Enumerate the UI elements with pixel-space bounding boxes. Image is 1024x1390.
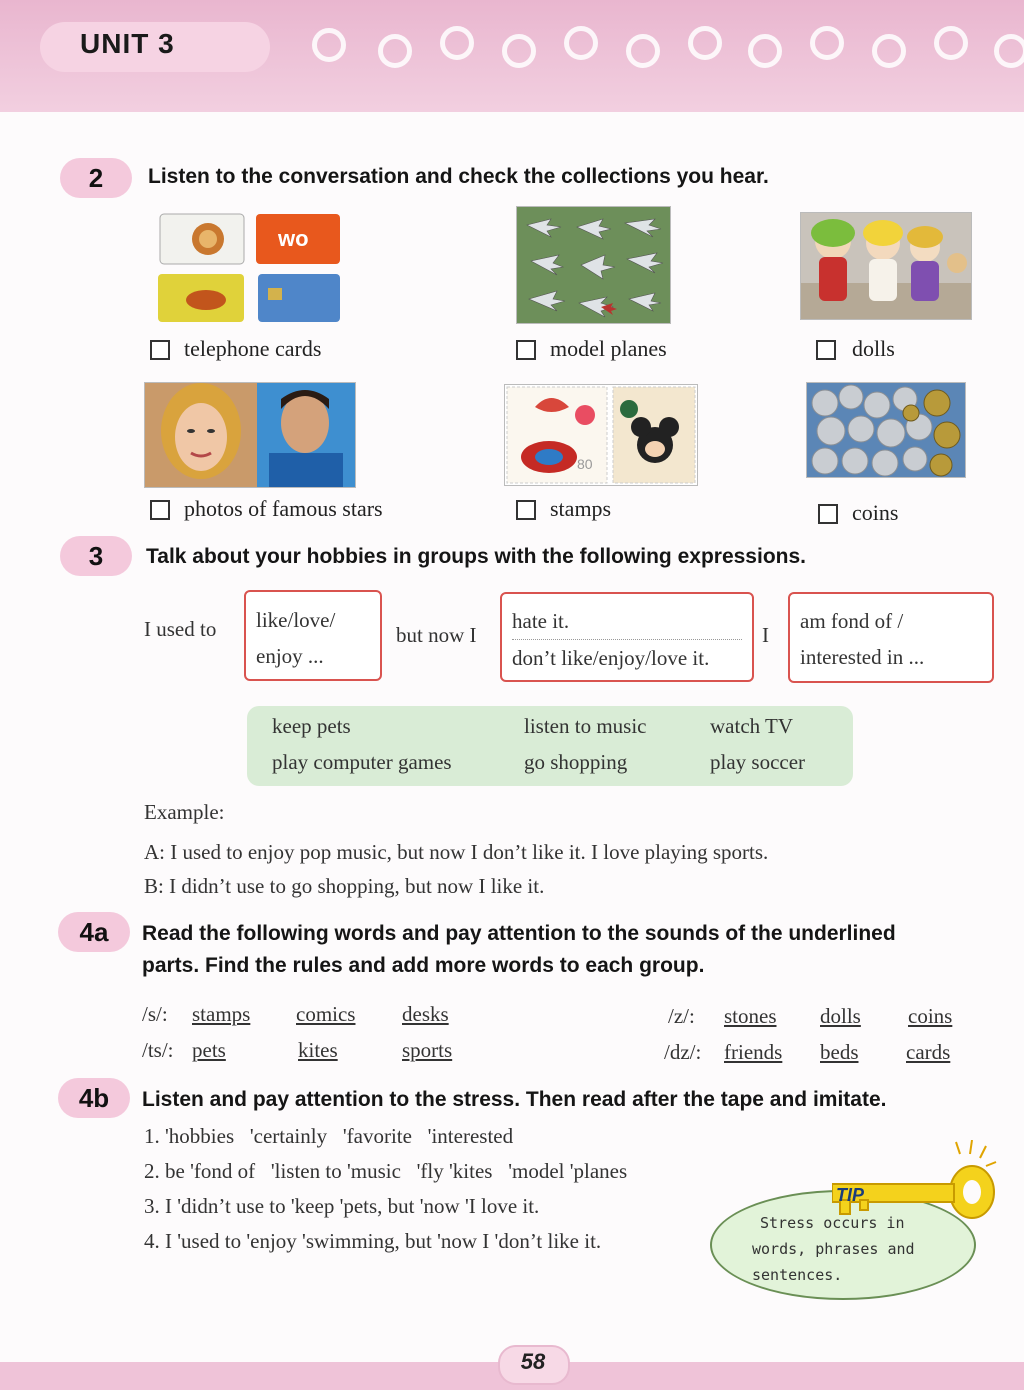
section-4b-instruction: Listen and pay attention to the stress. Then read after the tape and imitate.: [142, 1088, 887, 1111]
ring-icon: [564, 26, 598, 60]
sound-label-dz: /dz/:: [664, 1040, 702, 1064]
section-4a-instruction-1: Read the following words and pay attention to the sounds of the underlined: [142, 922, 896, 945]
phrase-used-to: I used to: [144, 617, 217, 641]
ring-icon: [872, 34, 906, 68]
hobby-item: play soccer: [710, 750, 806, 774]
ring-icon: [748, 34, 782, 68]
section-3-badge: 3: [60, 536, 132, 576]
tip-text: [752, 1210, 942, 1288]
famous-stars-image: [144, 382, 356, 488]
word-item: cards: [906, 1040, 951, 1064]
example-label: Example:: [144, 800, 225, 824]
ring-icon: [502, 34, 536, 68]
dolls-label: dolls: [852, 336, 895, 361]
model-planes-checkbox[interactable]: [516, 340, 536, 360]
expression-box-1: [244, 590, 382, 681]
section-4a-instruction-2: parts. Find the rules and add more words to each group.: [142, 954, 705, 977]
ring-icon: [378, 34, 412, 68]
stamps-image: [504, 384, 698, 486]
svg-text:80: 80: [577, 456, 593, 472]
word-item: friends: [724, 1040, 783, 1064]
telephone-cards-image: [158, 212, 344, 324]
ring-icon: [994, 34, 1024, 68]
page-number: 58: [520, 1349, 546, 1374]
expression-box-3: [788, 592, 994, 683]
ring-icon: [440, 26, 474, 60]
section-2-instruction: Listen to the conversation and check the collections you hear.: [148, 165, 769, 188]
word-item: dolls: [820, 1004, 861, 1028]
stress-line: 1. 'hobbies 'certainly 'favorite 'interested: [144, 1124, 514, 1148]
box1-line1: like/love/: [256, 608, 336, 632]
ring-icon: [934, 26, 968, 60]
coins-checkbox[interactable]: [818, 504, 838, 524]
example-b: B: I didn’t use to go shopping, but now I like it.: [144, 874, 545, 898]
section-4a-badge: 4a: [58, 912, 130, 952]
phrase-but-now: but now I: [396, 623, 477, 647]
sound-label-ts: /ts/:: [142, 1038, 174, 1062]
hobby-item: watch TV: [710, 714, 794, 738]
expression-box-2: [500, 592, 754, 682]
stamps-checkbox[interactable]: [516, 500, 536, 520]
sound-label-z: /z/:: [668, 1004, 695, 1028]
dolls-checkbox[interactable]: [816, 340, 836, 360]
word-item: kites: [298, 1038, 338, 1062]
hobby-item: keep pets: [272, 714, 351, 738]
word-item: sports: [402, 1038, 453, 1062]
ring-icon: [810, 26, 844, 60]
hobby-item: listen to music: [524, 714, 647, 738]
coins-image: [806, 382, 966, 478]
model-planes-label: model planes: [550, 336, 667, 361]
tip-line: Stress occurs in: [760, 1214, 905, 1232]
ring-icon: [312, 28, 346, 62]
word-item: comics: [296, 1002, 356, 1026]
box3-line2: interested in ...: [800, 645, 925, 669]
unit-title: UNIT 3: [80, 28, 175, 59]
model-planes-image: [516, 206, 671, 324]
sound-label-s: /s/:: [142, 1002, 168, 1026]
phrase-i: I: [762, 623, 769, 647]
section-2-badge: 2: [60, 158, 132, 198]
ring-icon: [688, 26, 722, 60]
stamps-label: stamps: [550, 496, 612, 521]
stress-line: 3. I 'didn’t use to 'keep 'pets, but 'now 'I love it.: [144, 1194, 540, 1218]
word-item: beds: [820, 1040, 859, 1064]
hobby-item: go shopping: [524, 750, 628, 774]
stress-line: 4. I 'used to 'enjoy 'swimming, but 'now I 'don’t like it.: [144, 1229, 602, 1253]
telephone-cards-label: telephone cards: [184, 336, 322, 361]
word-item: stones: [724, 1004, 777, 1028]
section-4b-badge: 4b: [58, 1078, 130, 1118]
box2-line1: hate it.: [512, 603, 742, 640]
word-item: stamps: [192, 1002, 251, 1026]
word-item: coins: [908, 1004, 953, 1028]
tip-line: sentences.: [752, 1266, 843, 1284]
box1-line2: enjoy ...: [256, 644, 324, 668]
stress-line: 2. be 'fond of 'listen to 'music 'fly 'kites 'model 'planes: [144, 1159, 628, 1183]
famous-stars-label: photos of famous stars: [184, 496, 383, 521]
hobby-item: play computer games: [272, 750, 452, 774]
tip-label: TIP: [836, 1185, 865, 1205]
word-item: desks: [402, 1002, 449, 1026]
section-3-instruction: Talk about your hobbies in groups with the following expressions.: [146, 545, 806, 568]
box3-line1: am fond of /: [800, 609, 904, 633]
ring-icon: [626, 34, 660, 68]
famous-stars-checkbox[interactable]: [150, 500, 170, 520]
example-a: A: I used to enjoy pop music, but now I don’t like it. I love playing sports.: [144, 840, 769, 864]
telephone-cards-checkbox[interactable]: [150, 340, 170, 360]
box2-line2: don’t like/enjoy/love it.: [512, 646, 710, 670]
word-item: pets: [192, 1038, 226, 1062]
dolls-image: [800, 212, 972, 320]
coins-label: coins: [852, 500, 899, 525]
tip-line: words, phrases and: [752, 1240, 915, 1258]
svg-text:wo: wo: [278, 226, 309, 251]
